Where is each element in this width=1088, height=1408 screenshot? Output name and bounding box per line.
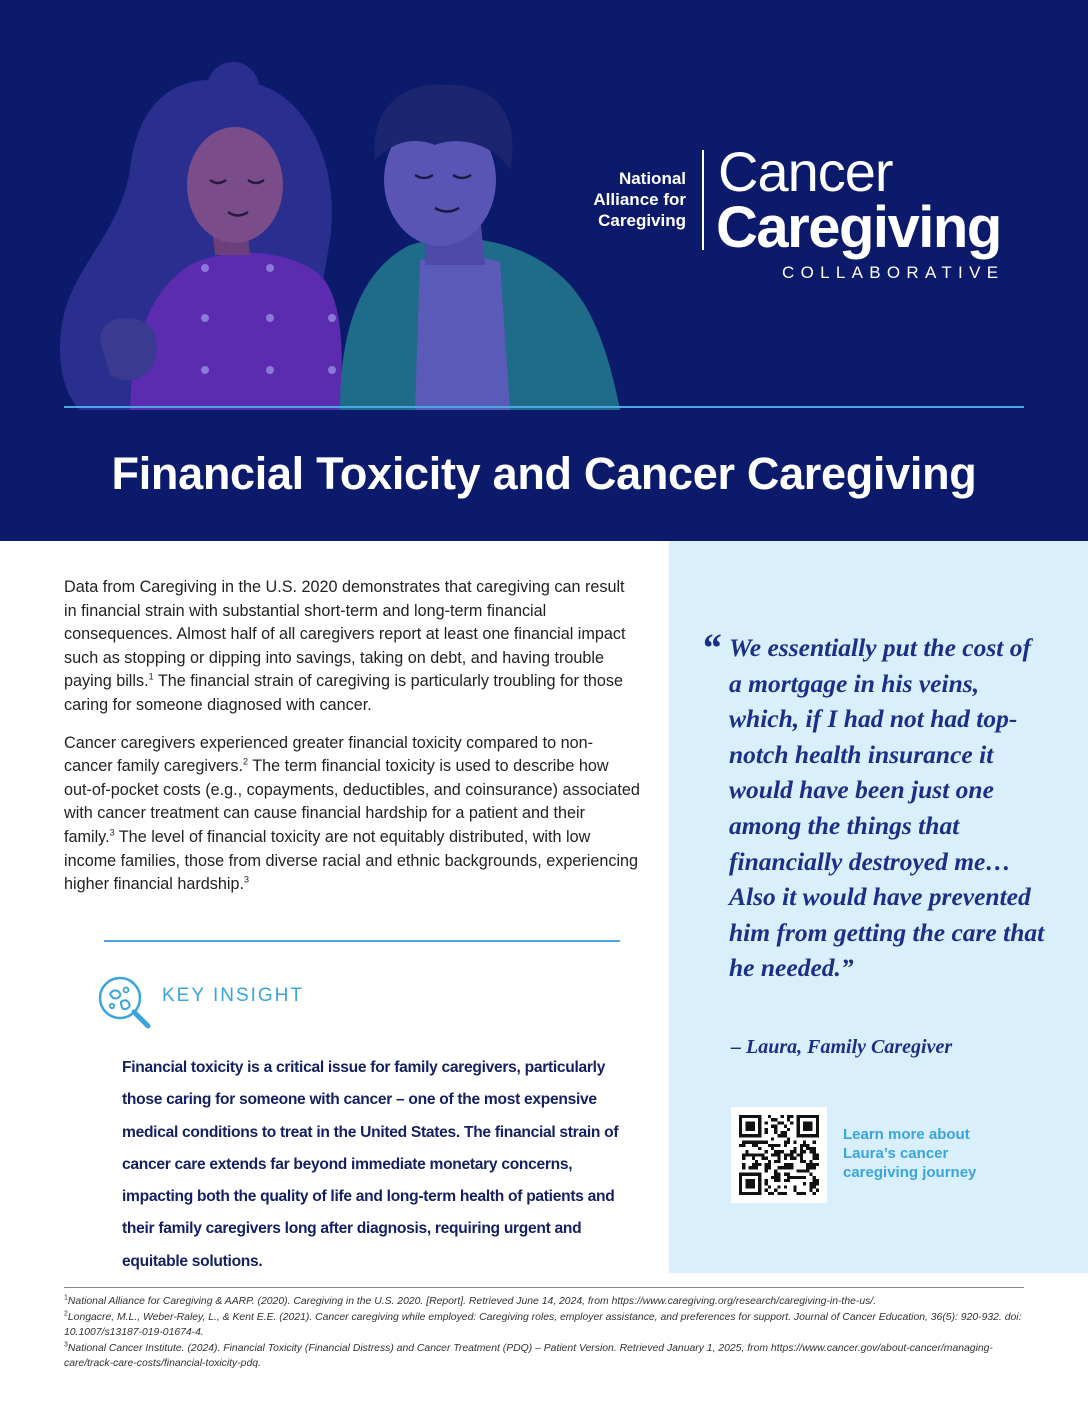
nac-logo-line: Alliance for <box>593 190 686 209</box>
learn-more-line: Learn more about <box>843 1126 970 1143</box>
page-title: Financial Toxicity and Cancer Caregiving <box>111 448 977 499</box>
footnote-number: 2 <box>64 1310 68 1318</box>
woman-hair-bun <box>207 62 259 114</box>
caregiver-quote: We essentially put the cost of a mortgage in his veins, which, if I had not had top-notch health insurance it would have been just one among the things that financially destroyed me… Also it would have prevented him from getting the care that he needed.” <box>729 633 1045 983</box>
learn-more-line: caregiving journey <box>843 1164 977 1181</box>
logo-cancer-word: Cancer <box>718 140 893 203</box>
body-text-run: The level of financial toxicity are not equitably distributed, with low income families, those from diverse racial and ethnic backgrounds, experiencing higher financial hardship. <box>64 827 639 894</box>
footnote-item <box>64 1310 1024 1340</box>
quote-attribution: – Laura, Family Caregiver <box>731 1036 953 1058</box>
footnote-number: 1 <box>64 1294 68 1302</box>
footnote-text: Longacre, M.L., Weber-Raley, L., & Kent E.E. (2021). Cancer caregiving while employed: Caregiving roles, employer assistance, and preferences for support. Journal of Cancer Education, 36(5): 920-932. doi: 10.1007/s13187-019-01674-4. <box>64 1312 1022 1338</box>
footnote-item <box>64 1294 1024 1309</box>
footnote-text: National Cancer Institute. (2024). Financial Toxicity (Financial Distress) and Cancer Treatment (PDQ) – Patient Version. Retrieved January 1, 2025, from https://www.cancer.gov/about-cancer/managing-care/track-care-costs/financial-toxicity-pdq. <box>64 1343 993 1369</box>
header-banner <box>0 0 1088 541</box>
nac-logo-line: National <box>618 169 686 188</box>
body-text <box>64 576 640 911</box>
footnote-ref: 3 <box>243 874 249 885</box>
body-text-run: Cancer caregivers experienced greater financial toxicity compared to non-cancer family caregivers. <box>64 733 594 776</box>
learn-more-line: Laura’s cancer <box>843 1145 949 1162</box>
man-shirt <box>415 256 510 410</box>
header-divider <box>64 406 1024 408</box>
logo-collaborative-word: COLLABORATIVE <box>782 263 1005 282</box>
footnote-text: National Alliance for Caregiving & AARP. (2020). Caregiving in the U.S. 2020. [Report]. Retrieved June 14, 2024, from https://www.caregiving.org/research/caregiving-in-the-us/. <box>67 1296 877 1307</box>
nac-logo-line: Caregiving <box>598 211 686 230</box>
nac-logo-text <box>560 168 686 231</box>
key-insight-label: KEY INSIGHT <box>162 985 305 1006</box>
footnote-ref: 1 <box>148 671 154 682</box>
learn-more-link[interactable] <box>843 1125 1013 1182</box>
section-divider <box>104 940 620 942</box>
open-quote-mark: “ <box>701 625 721 670</box>
footnote-divider <box>64 1287 1024 1288</box>
footnote-ref: 2 <box>243 756 249 767</box>
qr-code[interactable] <box>731 1107 827 1203</box>
magnifier-virus-icon <box>96 974 154 1032</box>
body-paragraph-2 <box>64 732 640 897</box>
footnote-ref: 3 <box>109 827 115 838</box>
logo-caregiving-word: Caregiving <box>716 195 1001 260</box>
footnote-number: 3 <box>64 1341 68 1349</box>
qr-code-icon <box>739 1115 819 1195</box>
body-text-run: The financial strain of caregiving is particularly troubling for those caring for someone diagnosed with cancer. <box>64 672 623 714</box>
key-insight-text: Financial toxicity is a critical issue for family caregivers, particularly those caring for someone with cancer – one of the most expensive medical conditions to treat in the United States. The financial strain of cancer care extends far beyond immediate monetary concerns, impacting both the quality of life and long-term health of patients and their family caregivers long after diagnosis, requiring urgent and equitable solutions. <box>122 1059 619 1270</box>
body-text-run: The term financial toxicity is used to describe how out-of-pocket costs (e.g., copayments, deductibles, and coinsurance) associated with cancer treatment can cause financial hardship for a patient and their family. <box>64 757 640 846</box>
woman-face <box>187 127 283 243</box>
body-text-run: Data from Caregiving in the U.S. 2020 demonstrates that caregiving can result in financial strain with substantial short-term and long-term financial consequences. Almost half of all caregivers report at least one financial impact such as stopping or dipping into savings, taking on debt, and having trouble paying bills. <box>64 578 626 691</box>
body-paragraph-1 <box>64 576 640 718</box>
footnote-item <box>64 1341 1024 1371</box>
logo-divider <box>702 150 704 250</box>
footnotes <box>64 1294 1024 1372</box>
